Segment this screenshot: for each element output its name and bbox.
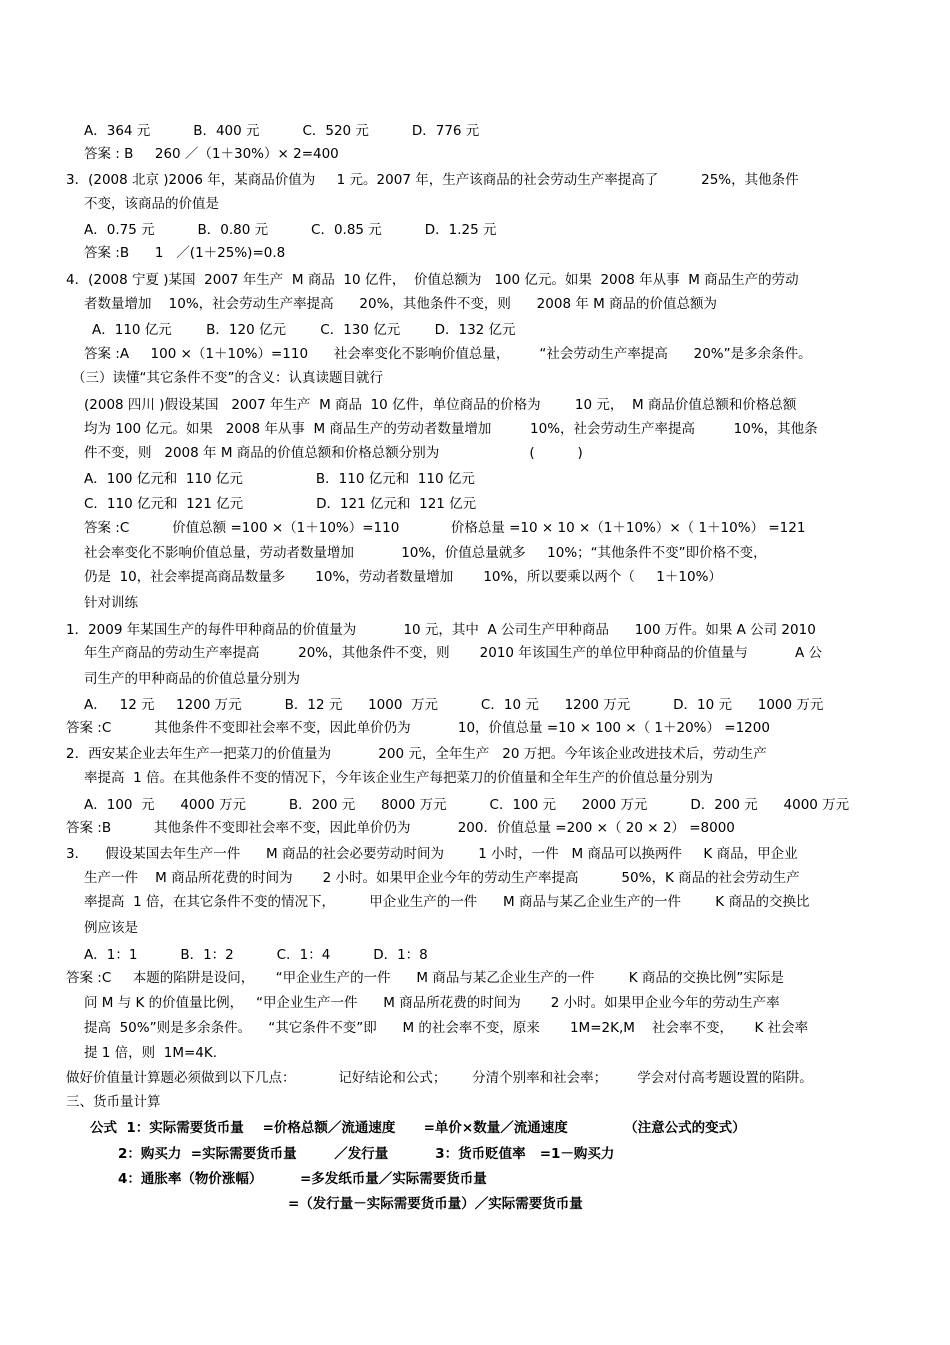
example-question-line: 件不变，则 2008 年 M 商品的价值总额和价格总额分别为 ( )	[84, 445, 583, 461]
options-line: A．100 元 4000 万元 B．200 元 8000 万元 C．100 元 2000 万元 D．200 元 4000 万元	[84, 797, 850, 813]
answer-line: 答案 :C 本题的陷阱是设问， “甲企业生产的一件 M 商品与某乙企业生产的一件 K 商品的交换比例”实际是	[66, 970, 784, 986]
options-line: A．364 元 B．400 元 C．520 元 D．776 元	[84, 123, 480, 139]
formula-4-continued-line: =（发行量－实际需要货币量）／实际需要货币量	[288, 1196, 583, 1212]
options-line: A．1：1 B．1：2 C．1：4 D．1：8	[84, 947, 428, 963]
training-heading: 针对训练	[84, 595, 138, 611]
training-question-1-line: 年生产商品的劳动生产率提高 20%，其他条件不变，则 2010 年该国生产的单位甲种商品的价值量与 A 公	[84, 645, 823, 661]
answer-line: 答案 :C 价值总额 =100 ×（1＋10%）=110 价格总量 =10 × 10 ×（1＋10%）×（ 1＋10%） =121	[84, 520, 806, 536]
question-4-line: 4．(2008 宁夏 )某国 2007 年生产 M 商品 10 亿件， 价值总额为 100 亿元。如果 2008 年从事 M 商品生产的劳动	[66, 272, 799, 288]
formula-1-line: 公式 1：实际需要货币量 =价格总额／流通速度 =单价×数量／流通速度 （注意公式的变式）	[90, 1120, 746, 1136]
training-question-3-line: 率提高 1 倍，在其它条件不变的情况下， 甲企业生产的一件 M 商品与某乙企业生产的一件 K 商品的交换比	[84, 894, 810, 910]
section-heading: 三、货币量计算	[66, 1094, 161, 1110]
formula-4-line: 4：通胀率（物价涨幅） =多发纸币量／实际需要货币量	[118, 1171, 487, 1187]
answer-line: 社会率变化不影响价值总量，劳动者数量增加 10%，价值总量就多 10%；“其他条件不变”即价格不变，	[84, 545, 767, 561]
options-line: A． 12 元 1200 万元 B．12 元 1000 万元 C．10 元 1200 万元 D．10 元 1000 万元	[84, 697, 824, 713]
example-question-line: (2008 四川 )假设某国 2007 年生产 M 商品 10 亿件，单位商品的价格为 10 元， M 商品价值总额和价格总额	[84, 397, 797, 413]
answer-line: 提 1 倍，则 1M=4K.	[84, 1045, 218, 1061]
answer-line: 问 M 与 K 的价值量比例， “甲企业生产一件 M 商品所花费的时间为 2 小时。如果甲企业今年的劳动生产率	[84, 995, 780, 1011]
options-line: A．0.75 元 B．0.80 元 C．0.85 元 D．1.25 元	[84, 222, 497, 238]
training-question-1-line: 司生产的甲种商品的价值总量分别为	[84, 671, 300, 687]
answer-line: 答案 :B 其他条件不变即社会率不变，因此单价仍为 200．价值总量 =200 ×（ 20 × 2） =8000	[66, 820, 735, 836]
question-3-line: 3．(2008 北京 )2006 年，某商品价值为 1 元。2007 年，生产该商品的社会劳动生产率提高了 25%，其他条件	[66, 172, 799, 188]
answer-line: 答案 : B 260 ／（1＋30%）× 2=400	[84, 146, 339, 162]
summary-line: 做好价值量计算题必须做到以下几点： 记好结论和公式； 分清个别率和社会率； 学会对付高考题设置的陷阱。	[66, 1070, 813, 1086]
answer-line: 答案 :C 其他条件不变即社会率不变，因此单价仍为 10，价值总量 =10 × 100 ×（ 1＋20%） =1200	[66, 720, 770, 736]
question-3-line: 不变，该商品的价值是	[84, 196, 219, 212]
answer-line: 答案 :A 100 ×（1＋10%）=110 社会率变化不影响价值总量， “社会劳动生产率提高 20%”是多余条件。	[84, 346, 812, 362]
training-question-2-line: 率提高 1 倍。在其他条件不变的情况下，今年该企业生产每把菜刀的价值量和全年生产的价值总量分别为	[84, 770, 713, 786]
example-question-line: 均为 100 亿元。如果 2008 年从事 M 商品生产的劳动者数量增加 10%，社会劳动生产率提高 10%，其他条	[84, 421, 818, 437]
training-question-3-line: 例应该是	[84, 920, 138, 936]
options-line: C．110 亿元和 121 亿元 D．121 亿元和 121 亿元	[84, 496, 477, 512]
question-4-line: 者数量增加 10%，社会劳动生产率提高 20%，其他条件不变，则 2008 年 M 商品的价值总额为	[84, 296, 718, 312]
formula-2-3-line: 2：购买力 =实际需要货币量 ／发行量 3：货币贬值率 =1－购买力	[118, 1146, 615, 1162]
training-question-2-line: 2．西安某企业去年生产一把菜刀的价值量为 200 元，全年生产 20 万把。今年该企业改进技术后，劳动生产	[66, 746, 767, 762]
training-question-1-line: 1．2009 年某国生产的每件甲种商品的价值量为 10 元，其中 A 公司生产甲种商品 100 万件。如果 A 公司 2010	[66, 622, 816, 638]
options-line: A．110 亿元 B．120 亿元 C．130 亿元 D．132 亿元	[92, 322, 516, 338]
training-question-3-line: 3． 假设某国去年生产一件 M 商品的社会必要劳动时间为 1 小时，一件 M 商品可以换两件 K 商品，甲企业	[66, 846, 798, 862]
answer-line: 提高 50%”则是多余条件。 “其它条件不变”即 M 的社会率不变，原来 1M=2K,M 社会率不变， K 社会率	[84, 1020, 809, 1036]
answer-line: 仍是 10，社会率提高商品数量多 10%，劳动者数量增加 10%，所以要乘以两个（ 1＋10%）	[84, 569, 722, 585]
training-question-3-line: 生产一件 M 商品所花费的时间为 2 小时。如果甲企业今年的劳动生产率提高 50%，K 商品的社会劳动生产	[84, 870, 800, 886]
options-line: A．100 亿元和 110 亿元 B．110 亿元和 110 亿元	[84, 471, 475, 487]
section-heading: （三）读懂“其它条件不变”的含义：认真读题目就行	[72, 370, 383, 386]
answer-line: 答案 :B 1 ／(1＋25%)=0.8	[84, 245, 286, 261]
